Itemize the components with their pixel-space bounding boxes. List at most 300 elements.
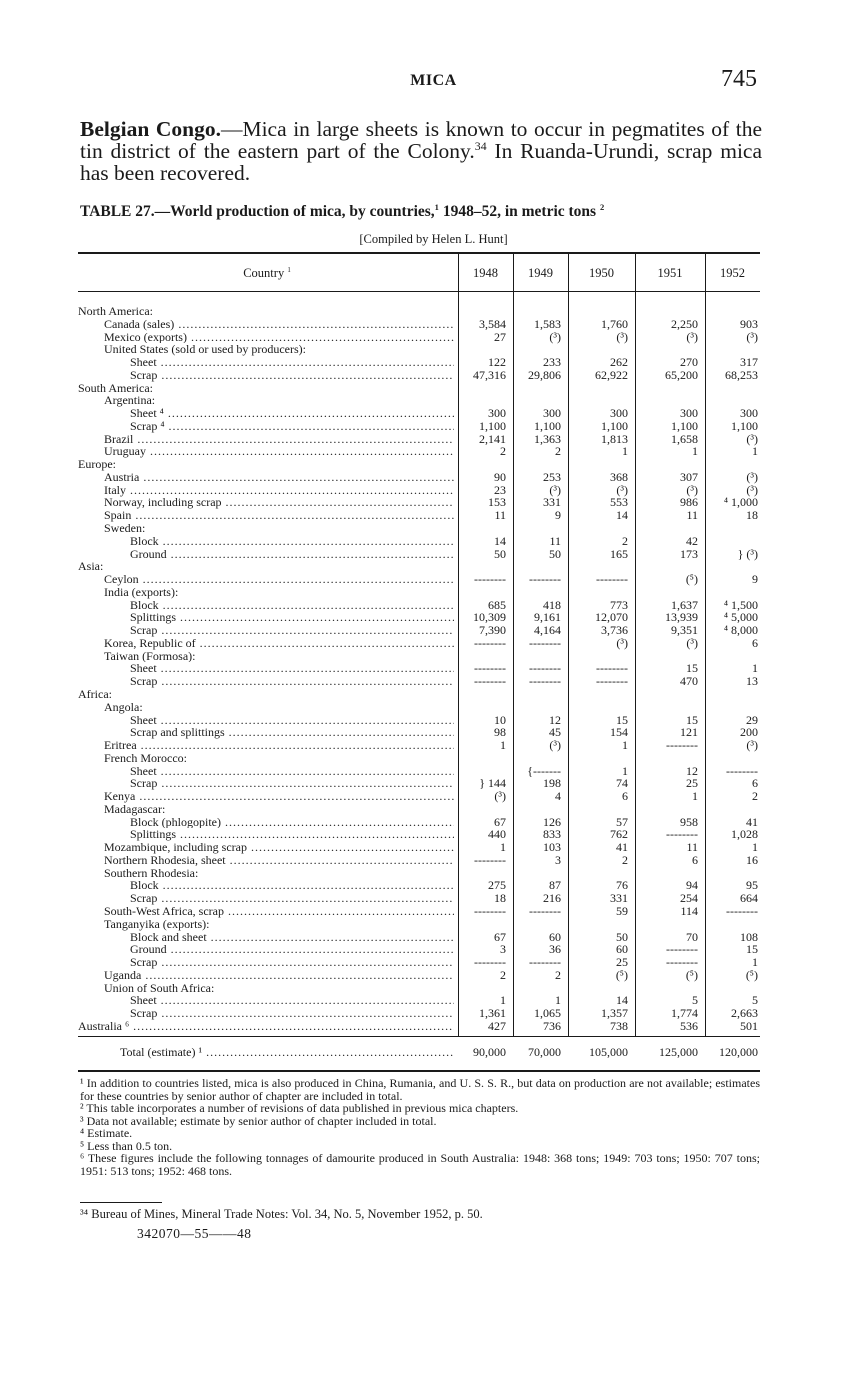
row-value: ⁴ 1,000 [723, 495, 758, 510]
table-row [78, 867, 760, 880]
row-value: 1 [622, 444, 628, 459]
row-value: 216 [543, 891, 561, 906]
row-value: -------- [726, 763, 758, 778]
row-value: 738 [610, 1018, 628, 1033]
row-value: 5 [692, 993, 698, 1008]
row-value: 2 [622, 852, 628, 867]
row-value: ⁴ 8,000 [723, 623, 758, 638]
row-value: 307 [680, 469, 698, 484]
row-label: Africa: [78, 687, 112, 701]
table-row [78, 943, 760, 956]
row-value: -------- [529, 661, 561, 676]
row-label: Mexico (exports) ..... [104, 331, 454, 344]
footnote: ⁴ Estimate. [80, 1126, 133, 1140]
row-value: 331 [543, 495, 561, 510]
intro-paragraph [80, 118, 762, 184]
row-value: 45 [549, 725, 561, 740]
table-row [78, 931, 760, 944]
row-value: 1,361 [479, 1006, 506, 1021]
row-value: 200 [740, 725, 758, 740]
row-value: 74 [616, 776, 628, 791]
row-value: -------- [474, 572, 506, 587]
row-value: 270 [680, 355, 698, 370]
row-label: Scrap ⁴ ..... [130, 420, 454, 433]
row-value: 1,100 [671, 418, 698, 433]
table-row [78, 956, 760, 969]
row-value: -------- [529, 635, 561, 650]
footnotes [80, 1077, 760, 1177]
row-value: 87 [549, 878, 561, 893]
row-value: (⁵) [685, 967, 698, 982]
row-value: (⁵) [745, 967, 758, 982]
row-value: 536 [680, 1018, 698, 1033]
row-value: 3 [500, 942, 506, 957]
caption-sup-2: 2 [599, 201, 605, 212]
row-value: 65,200 [665, 367, 698, 382]
row-value: (⁵) [685, 572, 698, 587]
table-row [78, 369, 760, 382]
row-value: 427 [488, 1018, 506, 1033]
header-year-1948: 1948 [473, 266, 498, 280]
row-value: 958 [680, 814, 698, 829]
table-row [78, 1020, 760, 1033]
row-value: 1,357 [601, 1006, 628, 1021]
row-value: 418 [543, 597, 561, 612]
table-row [78, 905, 760, 918]
row-value: 1 [752, 661, 758, 676]
table-row [78, 496, 760, 509]
row-value: 6 [692, 852, 698, 867]
row-value: -------- [474, 903, 506, 918]
row-value: 317 [740, 355, 758, 370]
print-code: 342070—55——48 [137, 1226, 252, 1241]
row-value: (³) [549, 329, 561, 344]
intro-text-1: —Mica in large sheets is known to occur in pegmatites of the tin district of the eastern part of the Colony. [80, 117, 762, 163]
table-row [78, 688, 760, 701]
row-value: 300 [740, 406, 758, 421]
total-value: 105,000 [589, 1045, 628, 1059]
row-value: 1,100 [534, 418, 561, 433]
caption-sup-1: 1 [434, 201, 439, 212]
footnote: ⁵ Less than 0.5 ton. [80, 1138, 173, 1153]
row-value: 6 [752, 776, 758, 791]
row-value: 23 [494, 482, 506, 497]
row-value: (³) [616, 635, 628, 650]
row-label: Tanganyika (exports): [104, 917, 210, 931]
table-row [78, 777, 760, 790]
table-row [78, 433, 760, 446]
table-row [78, 841, 760, 854]
table-row [78, 918, 760, 931]
row-value: -------- [529, 955, 561, 970]
caption-text-1: TABLE 27.—World production of mica, by countries, [80, 203, 435, 220]
row-value: (³) [494, 789, 506, 804]
row-value: 440 [488, 827, 506, 842]
row-value: 833 [543, 827, 561, 842]
row-label: Scrap ..... [130, 777, 454, 790]
row-value: 470 [680, 674, 698, 689]
row-value: 10,309 [473, 610, 506, 625]
table-row [78, 382, 760, 395]
total-value: 90,000 [473, 1045, 506, 1059]
row-label: Scrap ..... [130, 675, 454, 688]
row-value: 2,250 [671, 316, 698, 331]
row-value: 9 [752, 572, 758, 587]
row-value: 300 [543, 406, 561, 421]
table-body [78, 305, 760, 1033]
row-value: 114 [680, 903, 698, 918]
row-value: 41 [616, 840, 628, 855]
row-value: 9 [555, 508, 561, 523]
table-row [78, 624, 760, 637]
header-year-1951: 1951 [657, 266, 683, 280]
table-row [78, 356, 760, 369]
row-label: Northern Rhodesia, sheet ..... [104, 854, 454, 867]
table-caption [80, 203, 770, 221]
row-label: Sheet ⁴ ..... [130, 407, 454, 420]
row-value: 94 [686, 878, 698, 893]
row-value: 4 [555, 789, 561, 804]
row-value: 165 [610, 546, 628, 561]
row-label: Block and sheet ..... [130, 931, 454, 944]
row-label: Sweden: [104, 522, 146, 535]
table-row [78, 509, 760, 522]
row-value: 154 [610, 725, 628, 740]
table-row [78, 586, 760, 599]
row-value: 664 [740, 891, 758, 906]
row-label: Uruguay ..... [104, 445, 454, 458]
footnote: ³ Data not available; estimate by senior author of chapter included in total. [80, 1113, 437, 1128]
row-label: Sheet ..... [130, 662, 454, 675]
row-value: 122 [488, 355, 506, 370]
table-row [78, 969, 760, 982]
header-country-label: Country [243, 266, 285, 280]
row-value: (³) [549, 482, 561, 497]
row-value: 67 [494, 814, 506, 829]
total-label: Total (estimate) ¹ ..... [120, 1046, 454, 1059]
row-value: 1 [752, 444, 758, 459]
row-value: -------- [474, 674, 506, 689]
row-value: 1 [500, 993, 506, 1008]
row-label: Taiwan (Formosa): [104, 649, 196, 663]
intro-ref: 34 [474, 138, 487, 153]
row-value: 50 [494, 546, 506, 561]
table-subcaption: [Compiled by Helen L. Hunt] [359, 232, 508, 246]
row-value: 11 [686, 840, 698, 855]
row-label: Southern Rhodesia: [104, 866, 199, 880]
row-label: North America: [78, 305, 153, 318]
row-label: Block ..... [130, 879, 454, 892]
row-label: Scrap ..... [130, 1007, 454, 1020]
row-value: 60 [549, 929, 561, 944]
row-value: 773 [610, 597, 628, 612]
row-value: 50 [549, 546, 561, 561]
row-value: 59 [616, 903, 628, 918]
row-value: (³) [746, 431, 758, 446]
row-value: 173 [680, 546, 698, 561]
row-value: (³) [616, 482, 628, 497]
header-rule [78, 291, 760, 292]
row-label: Angola: [104, 700, 143, 714]
header-country [78, 266, 456, 282]
row-value: 1,100 [479, 418, 506, 433]
table-row [78, 445, 760, 458]
row-value: 9,351 [671, 623, 698, 638]
table-row [78, 484, 760, 497]
row-value: -------- [726, 903, 758, 918]
row-value: 331 [610, 891, 628, 906]
row-label: Block (phlogopite) ..... [130, 816, 454, 829]
row-label: India (exports): [104, 585, 179, 599]
row-value: 14 [616, 508, 628, 523]
row-value: 986 [680, 495, 698, 510]
row-value: (³) [686, 329, 698, 344]
row-value: 4,164 [534, 623, 561, 638]
table-row [78, 1007, 760, 1020]
row-value: 42 [686, 533, 698, 548]
table-row [78, 573, 760, 586]
table-row [78, 765, 760, 778]
table-row [78, 879, 760, 892]
row-value: -------- [474, 852, 506, 867]
row-value: 12,070 [595, 610, 628, 625]
table-row [78, 420, 760, 433]
row-value: (³) [746, 738, 758, 753]
row-value: 14 [616, 993, 628, 1008]
table-row [78, 560, 760, 573]
row-label: Scrap ..... [130, 892, 454, 905]
footnote: ¹ In addition to countries listed, mica is also produced in China, Rumania, and U. S. S. R., but data on production are not available; estimates for these countries by senior author of chapter are included in total. [80, 1076, 760, 1103]
row-value: 95 [746, 878, 758, 893]
row-label: Asia: [78, 560, 104, 574]
caption-text-2: 1948–52, in metric tons [438, 203, 600, 220]
header-year-1950: 1950 [589, 266, 614, 280]
row-value: 13 [746, 674, 758, 689]
row-label: South America: [78, 381, 153, 395]
table-row [78, 752, 760, 765]
row-label: Brazil ..... [104, 433, 454, 446]
row-value: 70 [686, 929, 698, 944]
row-label: Sheet ..... [130, 994, 454, 1007]
row-value: (⁵) [615, 967, 628, 982]
row-value: 11 [686, 508, 698, 523]
row-value: 1,583 [534, 316, 561, 331]
row-label: Uganda ..... [104, 969, 454, 982]
row-label: Sheet ..... [130, 356, 454, 369]
row-label: Kenya ..... [104, 790, 454, 803]
row-value: } 144 [479, 776, 506, 791]
row-value: -------- [596, 572, 628, 587]
row-value: 7,390 [479, 623, 506, 638]
row-value: 121 [680, 725, 698, 740]
row-value: 254 [680, 891, 698, 906]
row-value: 16 [746, 852, 758, 867]
row-value: 126 [543, 814, 561, 829]
row-label: Australia ⁶ ..... [78, 1020, 454, 1033]
row-label: Austria ..... [104, 471, 454, 484]
footnote-rule [80, 1202, 162, 1203]
row-value: 36 [549, 942, 561, 957]
row-value: 2 [622, 533, 628, 548]
row-value: 67 [494, 929, 506, 944]
row-value: (³) [686, 482, 698, 497]
row-value: 11 [549, 533, 561, 548]
table-row [78, 816, 760, 829]
row-value: 1,658 [671, 431, 698, 446]
row-value: 47,316 [473, 367, 506, 382]
row-label: Sheet ..... [130, 714, 454, 727]
row-value: 3,736 [601, 623, 628, 638]
footnote: ⁶ These figures include the following tonnages of damourite produced in South Australia: 1948: 368 tons; 1949: 703 tons; 1950: 707 tons; 1951: 513 tons; 1952: 468 tons. [80, 1151, 760, 1178]
table-row [78, 828, 760, 841]
row-label: Ceylon ..... [104, 573, 454, 586]
table-row [78, 790, 760, 803]
total-value: 70,000 [528, 1045, 561, 1059]
row-label: Argentina: [104, 394, 156, 408]
row-value: 2 [555, 967, 561, 982]
row-value: 2 [500, 444, 506, 459]
row-value: 1 [555, 993, 561, 1008]
row-value: 553 [610, 495, 628, 510]
row-value: 29 [746, 712, 758, 727]
row-value: -------- [666, 827, 698, 842]
row-value: -------- [596, 661, 628, 676]
row-value: 5 [752, 993, 758, 1008]
row-value: 15 [686, 712, 698, 727]
row-label: Block ..... [130, 535, 454, 548]
table-row [78, 803, 760, 816]
row-label: Scrap and splittings ..... [130, 726, 454, 739]
table-row [78, 535, 760, 548]
row-label: Scrap ..... [130, 369, 454, 382]
row-label: Scrap ..... [130, 956, 454, 969]
row-value: -------- [666, 738, 698, 753]
row-label: Splittings ..... [130, 828, 454, 841]
row-label: Europe: [78, 458, 116, 471]
row-value: 68,253 [725, 367, 758, 382]
running-head: MICA [410, 72, 457, 89]
header-year-1952: 1952 [720, 266, 745, 280]
row-value: 1,100 [731, 418, 758, 433]
total-row [78, 1046, 760, 1060]
row-label: Madagascar: [104, 802, 166, 816]
table-row [78, 637, 760, 650]
table-row [78, 343, 760, 356]
row-value: 13,939 [665, 610, 698, 625]
row-value: 253 [543, 469, 561, 484]
row-label: Norway, including scrap ..... [104, 496, 454, 509]
table-row [78, 548, 760, 561]
row-value: 2,663 [731, 1006, 758, 1021]
table-row [78, 471, 760, 484]
row-value: 1,813 [601, 431, 628, 446]
row-value: 29,806 [528, 367, 561, 382]
row-value: 300 [610, 406, 628, 421]
row-value: 198 [543, 776, 561, 791]
row-value: 1 [692, 444, 698, 459]
row-value: 25 [616, 955, 628, 970]
row-label: Sheet ..... [130, 765, 454, 778]
row-value: 2 [752, 789, 758, 804]
table-top-rule [78, 252, 760, 254]
footnote: ² This table incorporates a number of revisions of data published in previous mica chapters. [80, 1101, 519, 1115]
row-value: -------- [666, 942, 698, 957]
row-value: 2 [555, 444, 561, 459]
row-value: 98 [494, 725, 506, 740]
total-value: 125,000 [659, 1045, 698, 1059]
total-rule [78, 1036, 760, 1037]
row-value: 60 [616, 942, 628, 957]
row-value: 2 [500, 967, 506, 982]
row-value: 25 [686, 776, 698, 791]
row-value: 300 [680, 406, 698, 421]
table-row [78, 892, 760, 905]
row-value: 1 [692, 789, 698, 804]
row-value: 15 [686, 661, 698, 676]
table-row [78, 726, 760, 739]
row-value: 18 [494, 891, 506, 906]
row-value: 12 [549, 712, 561, 727]
row-label: Ground ..... [130, 943, 454, 956]
row-label: Italy ..... [104, 484, 454, 497]
row-value: 1 [500, 840, 506, 855]
row-value: 1,637 [671, 597, 698, 612]
row-label: Union of South Africa: [104, 981, 215, 995]
table-bottom-rule [78, 1070, 760, 1072]
row-value: 1 [622, 763, 628, 778]
row-value: 18 [746, 508, 758, 523]
row-value: 15 [616, 712, 628, 727]
row-value: -------- [666, 955, 698, 970]
row-value: 41 [746, 814, 758, 829]
row-value: (³) [549, 738, 561, 753]
reference-note: ³⁴ Bureau of Mines, Mineral Trade Notes: Vol. 34, No. 5, November 1952, p. 50. [80, 1207, 483, 1221]
intro-text-2: In Ruanda-Urundi, scrap mica has been recovered. [80, 139, 762, 185]
row-value: 27 [494, 329, 506, 344]
row-value: (³) [616, 329, 628, 344]
row-value: -------- [474, 661, 506, 676]
row-value: 1,028 [731, 827, 758, 842]
row-value: 1 [752, 955, 758, 970]
row-value: 1,065 [534, 1006, 561, 1021]
row-value: 50 [616, 929, 628, 944]
table-row [78, 675, 760, 688]
row-value: 14 [494, 533, 506, 548]
row-value: 300 [488, 406, 506, 421]
row-value: 10 [494, 712, 506, 727]
table-row [78, 714, 760, 727]
row-value: 108 [740, 929, 758, 944]
row-label: Eritrea ..... [104, 739, 454, 752]
row-label: Ground ..... [130, 548, 454, 561]
row-label: Splittings ..... [130, 611, 454, 624]
table-row [78, 662, 760, 675]
row-value: 233 [543, 355, 561, 370]
table-row [78, 994, 760, 1007]
row-value: ⁴ 1,500 [723, 597, 758, 612]
row-value: 762 [610, 827, 628, 842]
row-value: {------- [527, 763, 561, 778]
row-value: 103 [543, 840, 561, 855]
table-row [78, 854, 760, 867]
row-value: 3 [555, 852, 561, 867]
table-row [78, 318, 760, 331]
table-row [78, 305, 760, 318]
row-value: 57 [616, 814, 628, 829]
row-value: 90 [494, 469, 506, 484]
row-value: 1,100 [601, 418, 628, 433]
header-country-sup: 1 [287, 266, 291, 274]
